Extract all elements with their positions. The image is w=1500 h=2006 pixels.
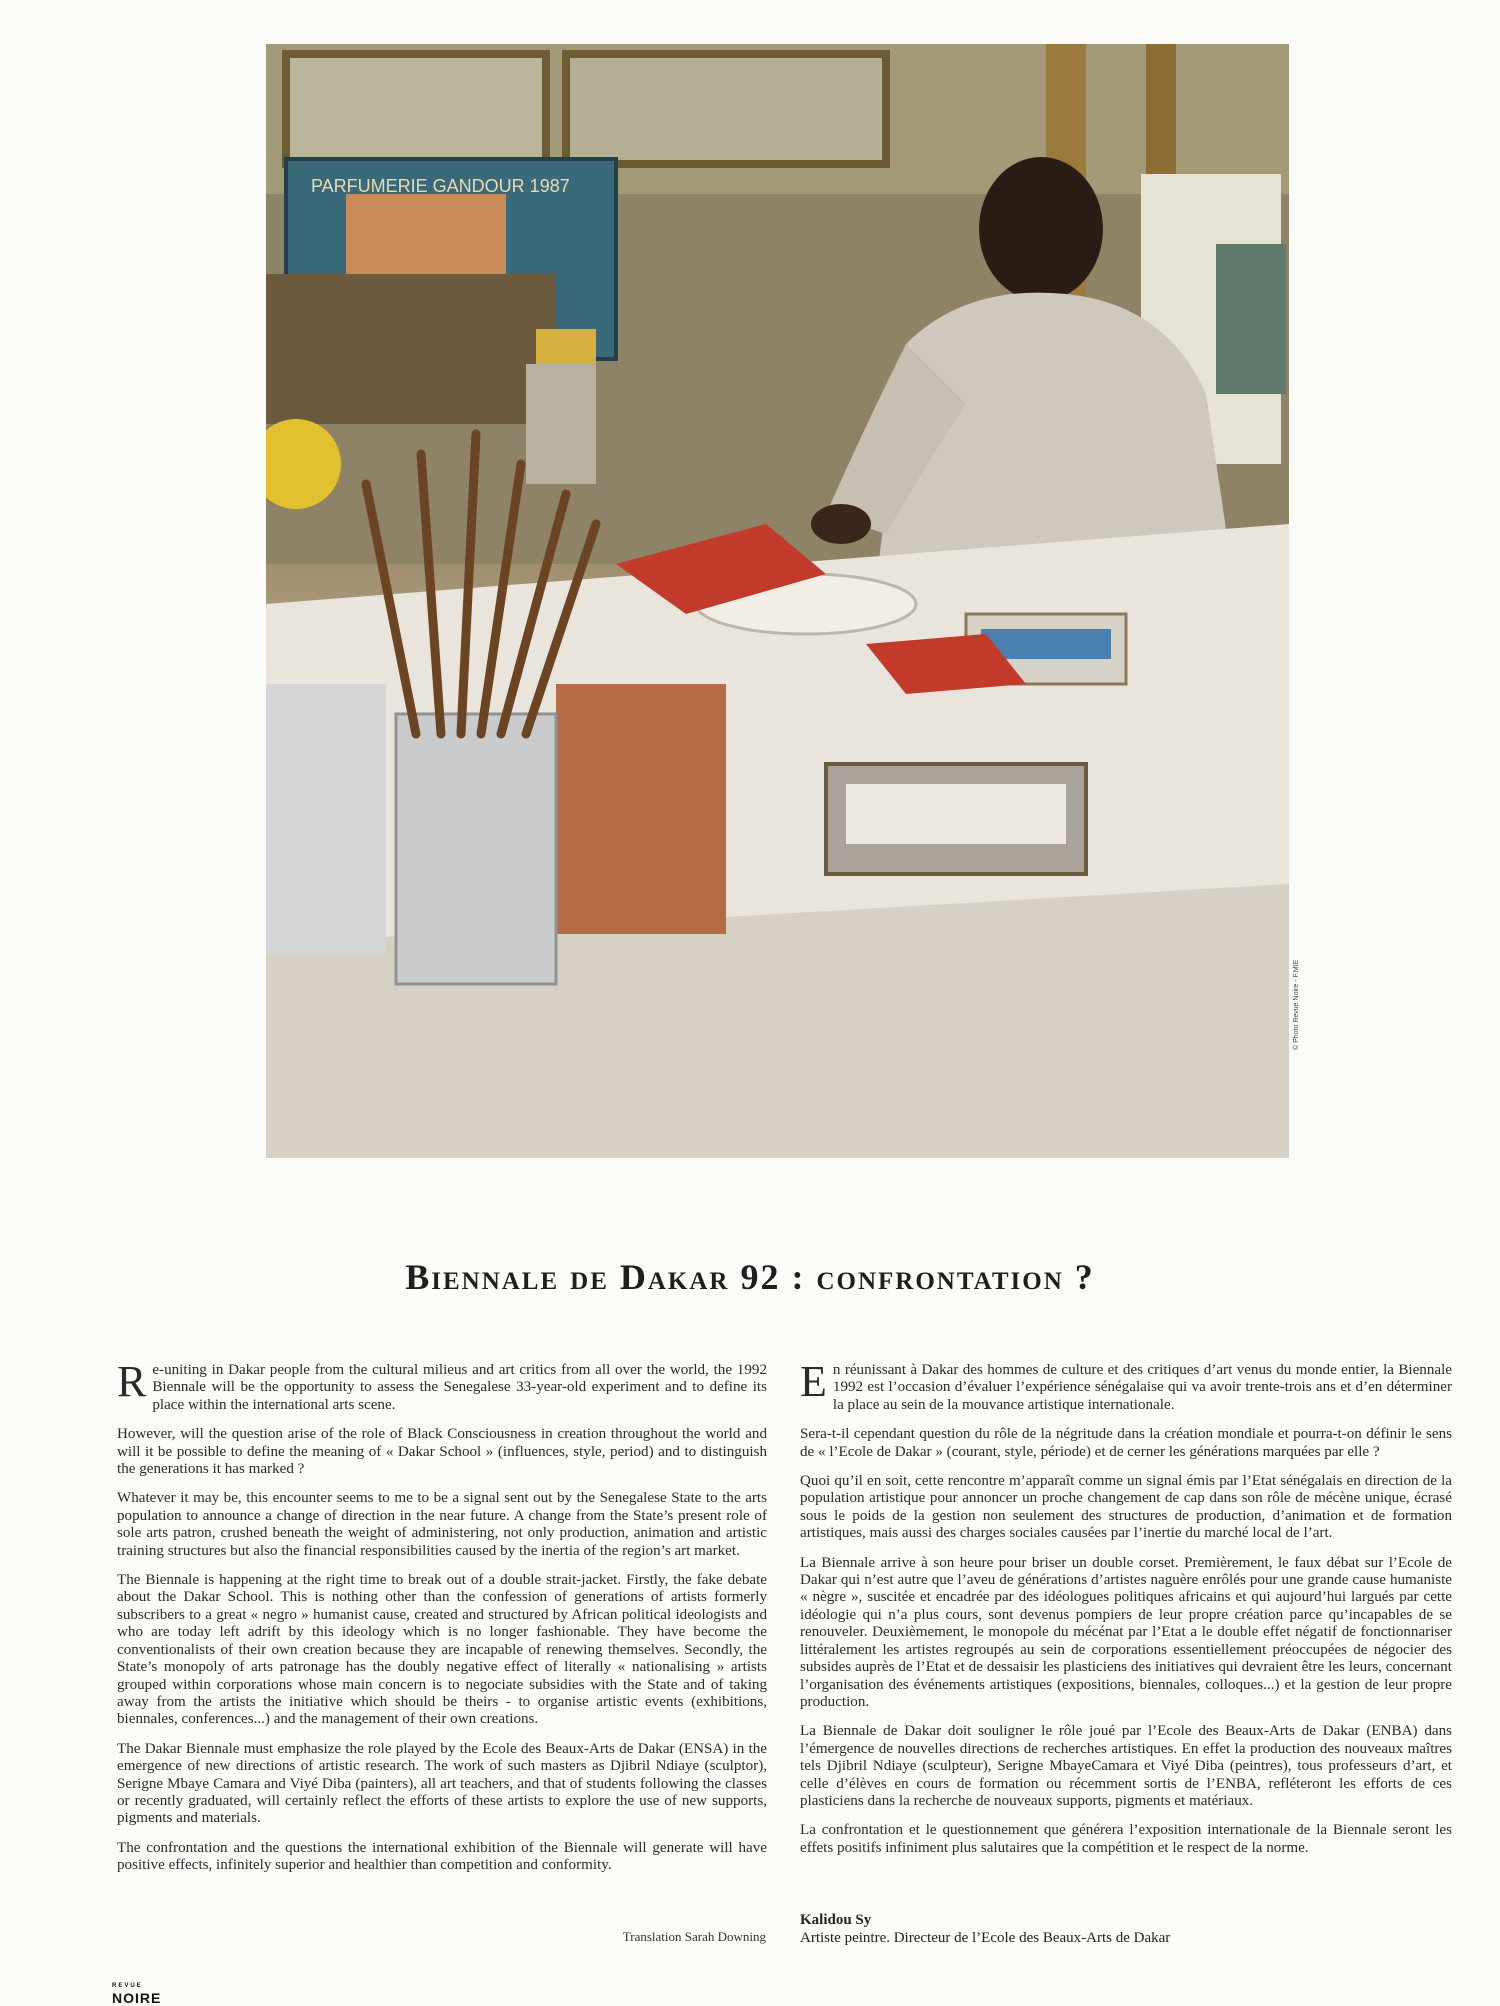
revue-noire-logo — [112, 1980, 161, 2004]
brush-jar — [396, 714, 556, 984]
english-paragraph-5: The Dakar Biennale must emphasize the role played by the Ecole des Beaux-Arts de Dakar (ENSA) in the emergence of new directions of artistic research. The work of such masters as Djibril Ndiaye (sculptor), Serigne Mbaye Camara and Viyé Diba (painters), all art teachers, and that of students following the classes or recently graduated, will certainly reflect the efforts of these artists to explore the use of new supports, pigments and materials. — [117, 1740, 767, 1827]
logo-top-text: REVUE — [112, 1983, 143, 1989]
poster-text: PARFUMERIE GANDOUR 1987 — [311, 176, 570, 196]
french-paragraph-3: Quoi qu’il en soit, cette rencontre m’apparaît comme un signal émis par l’Etat sénégalais en direction de la population artistique pour annoncer un proche changement de cap dans son rôle de mécène unique, écrasé sous le poids de la gestion non seulement des structures de production, d’animation et de formation artistiques, mais aussi des charges sociales causées par l’inertie du marché local de l’art. — [800, 1473, 1452, 1542]
french-column — [800, 1357, 1452, 1869]
french-paragraph-5: La Biennale de Dakar doit souligner le rôle joué par l’Ecole des Beaux-Arts de Dakar (ENBA) dans l’émergence de nouvelles directions de recherches artistiques. En effet la production des nouveaux maîtres tels Djibril Ndiaye (sculpteur), Serigne MbayeCamara et Viyé Diba (peintres), tous professeurs d’art, et celle d’élèves en cours de formation ou récemment sortis de l’ENBA, refléteront les efforts de ces plasticiens dans la recherche de nouveaux supports, pigments et matériaux. — [800, 1723, 1452, 1809]
author-role: Artiste peintre. Directeur de l’Ecole des Beaux-Arts de Dakar — [800, 1930, 1171, 1946]
english-paragraph-2: However, will the question arise of the role of Black Consciousness in creation throughout the world and will it be possible to define the meaning of « Dakar School » (influences, style, period) and to distinguish the generations it has marked ? — [117, 1426, 767, 1478]
artist-head — [979, 157, 1103, 301]
french-paragraph-4: La Biennale arrive à son heure pour briser un double corset. Premièrement, le faux débat sur l’Ecole de Dakar qui n’est autre que l’aveu de générations d’artistes naguère enrôlés pour une grande cause humaniste « nègre », suscitée et encadrée par des idéologues politiques africains et qui aujourd’hui largués par cette idéologie qui n’a plus cours, sont devenus pompiers de leur propre création parce qu’incapables de se renouveler. Deuxièmement, le monopole du mécénat par l’Etat a le double effet négatif de fonctionnariser littéralement les artistes regroupés au sein de corporations essentiellement préoccupées de négocier des subsides auprès de l’Etat et de dessaisir les plasticiens des initiatives qui devraient être les leurs, concernant l’organisation des événements artistiques (expositions, biennales, colloques...) et la gestion de leur propre production. — [800, 1554, 1452, 1710]
author-name: Kalidou Sy — [800, 1912, 872, 1928]
french-paragraph-6: La confrontation et le questionnement que générera l’exposition internationale de la Biennale seront les effets positifs infiniment plus salutaires que la compétition et le respect de la norme. — [800, 1822, 1452, 1856]
english-paragraph-1: Re-uniting in Dakar people from the cultural milieus and art critics from all over the world, the 1992 Biennale will be the opportunity to assess the Senegalese 33-year-old experiment and to define its place within the international arts scene. — [117, 1357, 767, 1413]
photo-credit: © Photo Revue Noire - F.MIE — [1293, 959, 1300, 1050]
logo-bottom-text: NOIRE — [112, 1990, 162, 2006]
english-column — [117, 1357, 767, 1887]
english-paragraph-6: The confrontation and the questions the international exhibition of the Biennale will generate will have positive effects, infinitely superior and healthier than competition and conformity. — [117, 1839, 767, 1874]
english-paragraph-4: The Biennale is happening at the right time to break out of a double strait-jacket. Firstly, the fake debate about the Dakar School. This is nothing other than the confession of generations of artists formerly subscribers to a great « negro » humanist cause, created and structured by African political ideologists and who are today left adrift by this ideology which is no longer fashionable. They have become the conventionalists of their own creation because they are incapable of renewing themselves. Secondly, the State’s monopoly of arts patronage has the doubly negative effect of literally « nationalising » artists grouped within corporations whose main concern is to negociate subsidies with the State and of taking away from the artists the initiative which should be theirs - to organise artistic events (exhibitions, biennales, conferences...) and the management of their own creations. — [117, 1572, 767, 1728]
artist-studio-photo — [266, 44, 1289, 1158]
french-paragraph-1: En réunissant à Dakar des hommes de culture et des critiques d’art venus du monde entier, la Biennale 1992 est l’occasion d’évaluer l’expérience sénégalaise qui va avoir trente-trois ans et d’en déterminer la place au sein de la mouvance artistique internationale. — [800, 1357, 1452, 1413]
cardboard-box — [556, 684, 726, 934]
english-paragraph-3: Whatever it may be, this encounter seems to me to be a signal sent out by the Senegalese State to the arts population to announce a change of direction in the near future. A change from the State’s present role of sole arts patron, crushed beneath the weight of administering, not only production, animation and artistic training structures but also the financial responsibilities caused by the inertia of the region’s art market. — [117, 1490, 767, 1559]
french-paragraph-2: Sera-t-il cependant question du rôle de la négritude dans la création mondiale et pourra-t-on définir le sens de « l’Ecole de Dakar » (courant, style, période) et de cerner les générations marquées par elle ? — [800, 1426, 1452, 1460]
article-title: Biennale de Dakar 92 : confrontation ? — [405, 1257, 1095, 1297]
translation-credit: Translation Sarah Downing — [622, 1929, 766, 1944]
english-drop-cap: R — [117, 1357, 147, 1406]
author-signature — [800, 1911, 1450, 1947]
studio-scene-illustration — [266, 44, 1289, 1158]
french-drop-cap: E — [800, 1357, 827, 1406]
